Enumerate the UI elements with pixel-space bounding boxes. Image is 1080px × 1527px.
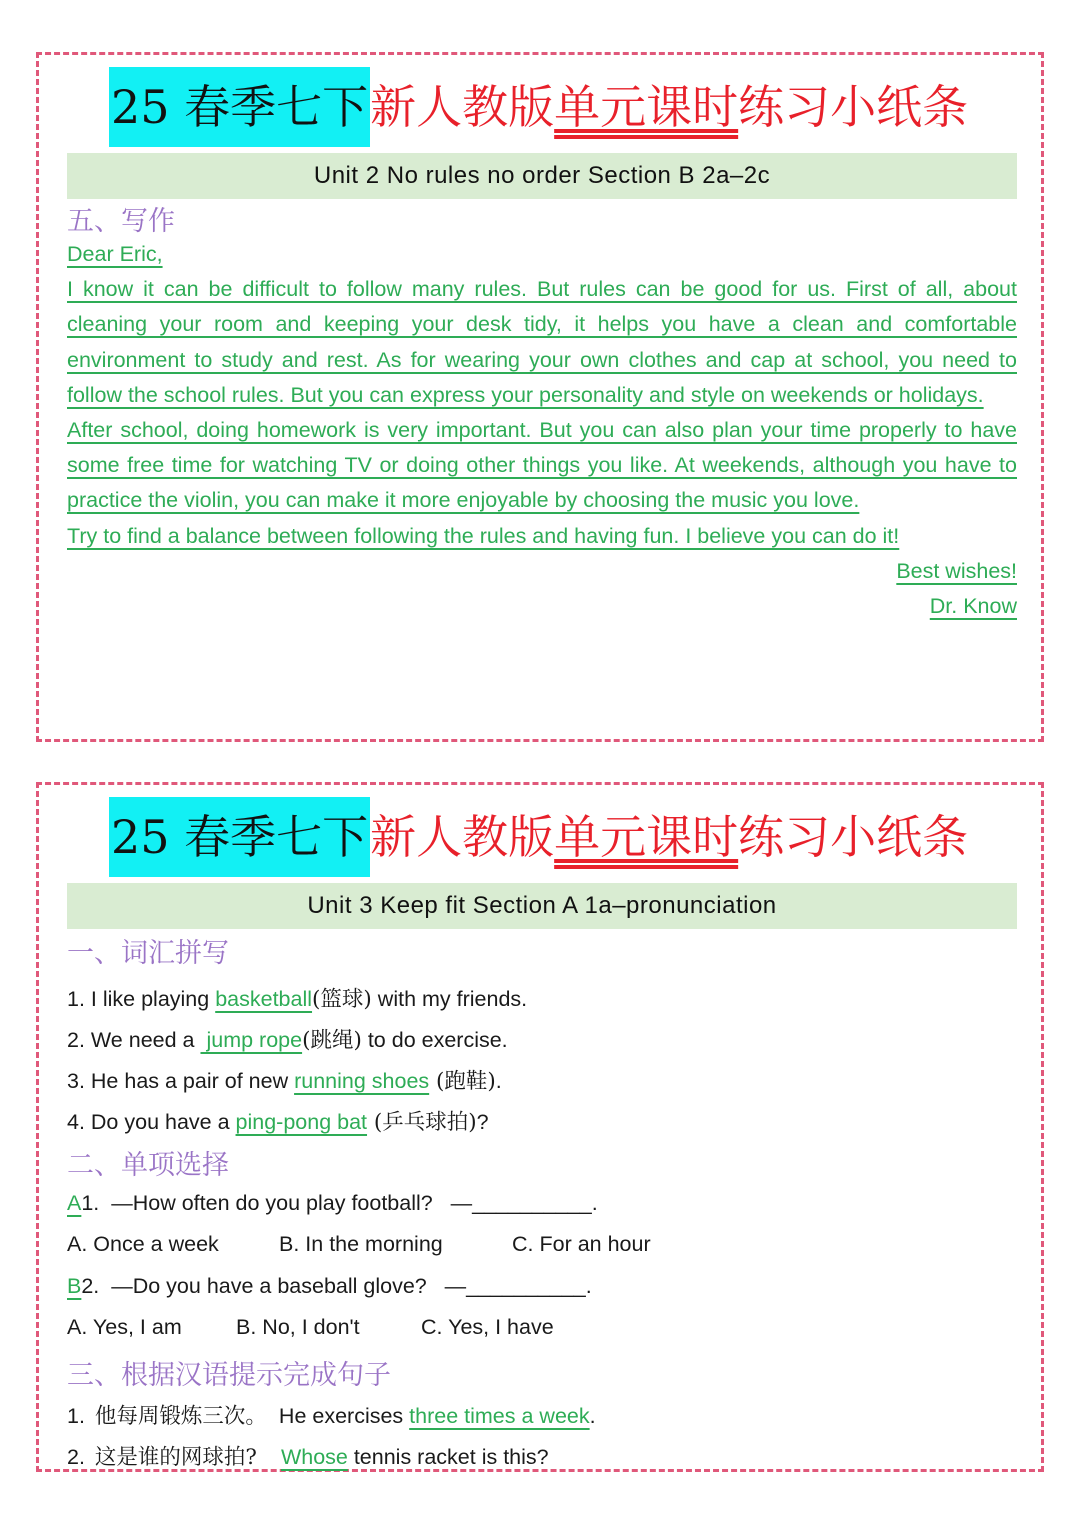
vocab-item-1: [67, 982, 527, 1013]
vocab-prefix: 1. I like playing: [67, 987, 216, 1011]
title-red: 新人教版: [370, 80, 555, 134]
vocab-chinese-hint: (跳绳): [302, 1028, 362, 1053]
mc-answer: A: [67, 1191, 82, 1215]
chinese-prompt: 他每周锻炼三次。: [94, 1404, 267, 1429]
unit-heading: Unit 2 No rules no order Section B 2a–2c: [67, 153, 1017, 199]
mc-question-2: [67, 1274, 592, 1299]
title-highlight: 25 春季七下: [109, 67, 370, 147]
mc-options-1: [67, 1232, 651, 1257]
unit-heading: Unit 3 Keep fit Section A 1a–pronunciation: [67, 883, 1017, 929]
item-number: 2.: [67, 1445, 85, 1469]
exercise-card-unit3: [36, 782, 1044, 1472]
letter-paragraph-1: I know it can be difficult to follow many rules. But rules can be good for us. First of all, about cleaning your room and keeping your desk tidy, it helps you have a clean and comfortable environment to study and rest. As for wearing your own clothes and cap at school, you need to follow the school rules. But you can express your personality and style on weekends or holidays.: [67, 277, 1017, 407]
vocab-chinese-hint: (跑鞋): [429, 1069, 496, 1094]
mc-option-b: B. In the morning: [279, 1232, 443, 1256]
sample-letter: [67, 237, 1017, 624]
title-red-underlined: 单元课时: [554, 810, 739, 864]
section-heading-writing: 五、写作: [67, 206, 175, 237]
card-title: [109, 67, 968, 147]
item-number: 1.: [67, 1404, 85, 1428]
title-red-underlined: 单元课时: [554, 80, 739, 134]
translation-answer: Whose: [280, 1445, 348, 1469]
vocab-item-4: [67, 1105, 489, 1136]
sentence-suffix: .: [589, 1404, 596, 1428]
vocab-answer: jump rope: [200, 1028, 303, 1052]
mc-option-a: A. Once a week: [67, 1232, 219, 1256]
vocab-chinese-hint: (乒乓球拍): [367, 1110, 477, 1135]
vocab-prefix: 3. He has a pair of new: [67, 1069, 295, 1093]
vocab-suffix: ?: [476, 1110, 489, 1134]
mc-option-c: C. For an hour: [512, 1232, 651, 1256]
card-title: [109, 797, 968, 877]
title-red: 新人教版: [370, 810, 555, 864]
mc-stem: 1. —How often do you play football? —__________.: [81, 1191, 598, 1215]
letter-signature: Dr. Know: [929, 594, 1017, 619]
title-highlight: 25 春季七下: [109, 797, 370, 877]
letter-closing: Best wishes!: [896, 558, 1017, 583]
title-red-tail: 练习小纸条: [738, 80, 969, 134]
section-heading-multiple-choice: 二、单项选择: [67, 1150, 229, 1181]
vocab-suffix: to do exercise.: [361, 1028, 508, 1052]
sentence-prefix: He exercises: [278, 1404, 410, 1428]
vocab-answer: basketball: [215, 987, 313, 1011]
chinese-prompt: 这是谁的网球拍?: [94, 1445, 257, 1470]
vocab-answer: running shoes: [294, 1069, 430, 1093]
mc-option-b: B. No, I don't: [236, 1315, 360, 1339]
sentence-suffix: tennis racket is this?: [347, 1445, 549, 1469]
mc-answer: B: [67, 1274, 82, 1298]
vocab-item-2: [67, 1023, 508, 1054]
vocab-suffix: .: [495, 1069, 502, 1093]
letter-paragraph-2: After school, doing homework is very important. But you can also plan your time properly to have some free time for watching TV or doing other things you like. At weekends, although you have to practice the violin, you can make it more enjoyable by choosing the music you love.: [67, 418, 1017, 513]
section-heading-vocab: 一、词汇拼写: [67, 938, 229, 969]
exercise-card-unit2: [36, 52, 1044, 742]
translation-answer: three times a week: [409, 1404, 590, 1428]
vocab-chinese-hint: (篮球): [312, 987, 372, 1012]
mc-question-1: [67, 1191, 598, 1216]
translation-item-2: [67, 1440, 549, 1471]
vocab-prefix: 2. We need a: [67, 1028, 201, 1052]
vocab-answer: ping-pong bat: [235, 1110, 368, 1134]
mc-stem: 2. —Do you have a baseball glove? —__________.: [81, 1274, 592, 1298]
mc-options-2: [67, 1315, 554, 1340]
mc-option-c: C. Yes, I have: [421, 1315, 554, 1339]
title-red-tail: 练习小纸条: [738, 810, 969, 864]
letter-greeting: Dear Eric,: [67, 242, 163, 266]
letter-paragraph-3: Try to find a balance between following the rules and having fun. I believe you can do it!: [67, 523, 900, 548]
vocab-prefix: 4. Do you have a: [67, 1110, 236, 1134]
mc-option-a: A. Yes, I am: [67, 1315, 182, 1339]
vocab-item-3: [67, 1064, 502, 1095]
vocab-suffix: with my friends.: [371, 987, 528, 1011]
section-heading-translation: 三、根据汉语提示完成句子: [67, 1360, 391, 1391]
translation-item-1: [67, 1399, 596, 1430]
